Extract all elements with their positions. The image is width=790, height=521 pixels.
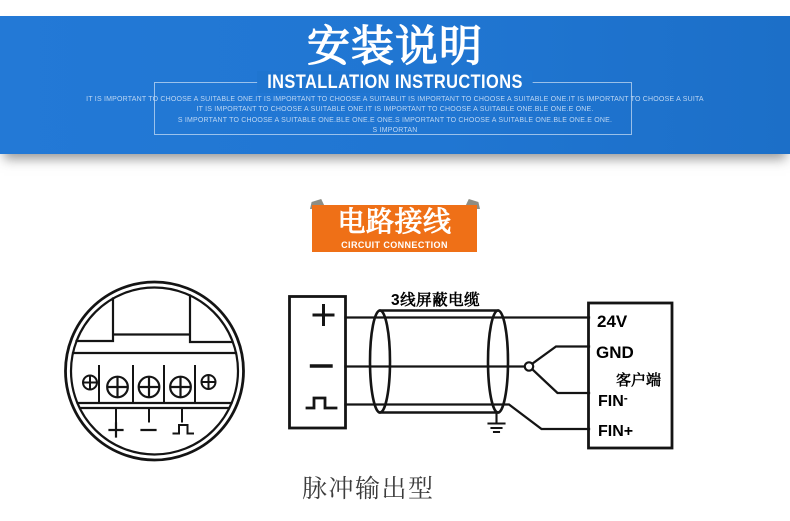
terminal-label-gnd: GND bbox=[596, 343, 634, 362]
transmitter-box bbox=[290, 297, 346, 429]
cable-shield-lines bbox=[380, 311, 498, 413]
terminal-label-fin-minus bbox=[598, 391, 628, 411]
terminal-leads bbox=[116, 408, 182, 422]
pulse-terminal-icon bbox=[174, 425, 194, 434]
connector-outer-ring bbox=[66, 282, 244, 460]
wire-split-finminus bbox=[533, 370, 590, 394]
section-title: 电路接线 bbox=[337, 206, 452, 237]
fin-minus-sign: - bbox=[623, 391, 628, 405]
diagram-caption: 脉冲输出型 bbox=[302, 475, 435, 503]
terminal-screw-icon bbox=[107, 377, 191, 398]
cable-label: 3线屏蔽电缆 bbox=[391, 292, 481, 309]
wire-junction-node bbox=[525, 362, 533, 370]
plus-output-icon bbox=[314, 306, 333, 325]
banner-subtitle: INSTALLATION INSTRUCTIONS bbox=[257, 71, 533, 93]
fineprint-line: S IMPORTAN bbox=[372, 126, 418, 134]
terminal-label-fin-plus: FIN+ bbox=[598, 423, 634, 440]
cable-end-right bbox=[488, 311, 508, 413]
wire-split-gnd bbox=[533, 347, 590, 364]
fineprint-line: IT IS IMPORTANT TO CHOOSE A SUITABLE ONE.IT IS IMPORTANT TO CHOOSE A SUITABLIT IS IMPORTANT TO CHOOSE A SUITABLE ONE.IT IS IMPORTANT TO CHOOSE A SUITA bbox=[86, 96, 704, 103]
wire-pulse-finplus bbox=[346, 405, 590, 430]
connector-rear-view bbox=[66, 282, 244, 460]
client-side-label: 客户端 bbox=[616, 372, 662, 389]
ground-icon bbox=[489, 413, 505, 433]
plus-terminal-icon bbox=[110, 424, 123, 437]
section-subtitle: CIRCUIT CONNECTION bbox=[341, 240, 448, 250]
terminal-label-24v: 24V bbox=[597, 312, 628, 331]
fineprint-line: S IMPORTANT TO CHOOSE A SUITABLE ONE.BLE ONE.E ONE.S IMPORTANT TO CHOOSE A SUITABLE ONE.BLE ONE.E ONE. bbox=[177, 116, 613, 124]
pulse-output-icon bbox=[307, 398, 336, 408]
banner-title: 安装说明 bbox=[307, 23, 483, 71]
shielded-cable bbox=[370, 311, 508, 413]
fineprint-line: IT IS IMPORTANT TO CHOOSE A SUITABLE ONE.IT IS IMPORTANT TO CHOOSE A SUITABLE ONE.BLE ONE.E ONE. bbox=[196, 106, 594, 114]
cable-end-left bbox=[370, 311, 390, 413]
fin-minus-base: FIN bbox=[598, 393, 624, 410]
